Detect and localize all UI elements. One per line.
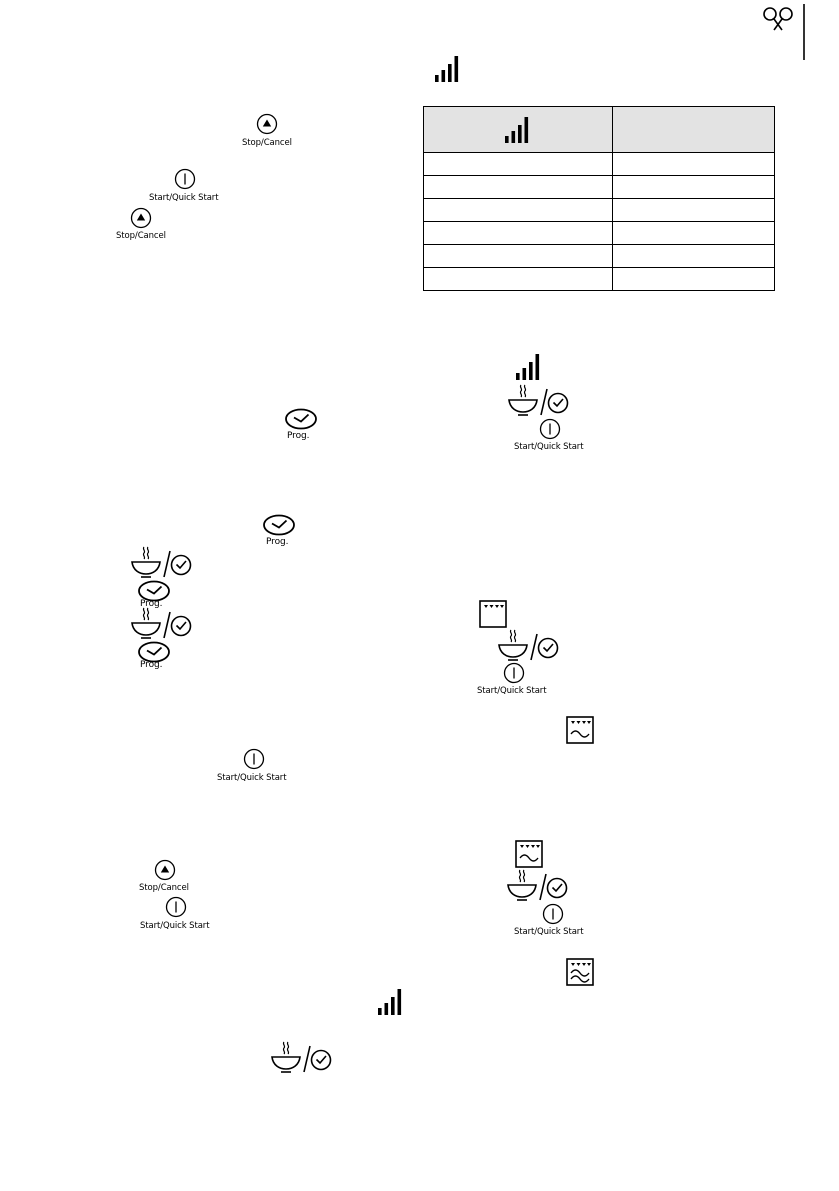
table-header-row <box>424 107 775 153</box>
table-header-power-cell <box>424 107 613 153</box>
stop-cancel-label: Stop/Cancel <box>116 231 166 241</box>
table-cell <box>424 268 613 291</box>
start-quick-start-label: Start/Quick Start <box>477 686 547 696</box>
food-bowl-slash-timer-icon[interactable] <box>507 383 569 417</box>
power-level-bars-icon <box>504 116 532 144</box>
table-cell <box>613 176 775 199</box>
power-level-table <box>423 106 775 291</box>
start-quick-start-label: Start/Quick Start <box>217 773 287 783</box>
stop-cancel-label: Stop/Cancel <box>242 138 292 148</box>
start-icon[interactable] <box>174 168 196 190</box>
table-cell <box>424 176 613 199</box>
table-row <box>424 268 775 291</box>
start-icon[interactable] <box>243 748 265 770</box>
food-bowl-slash-timer-icon[interactable] <box>270 1040 332 1074</box>
table-row <box>424 245 775 268</box>
grill-microwave-combi-icon[interactable] <box>566 716 594 744</box>
grill-microwave-combi-icon[interactable] <box>515 840 543 868</box>
prog-label: Prog. <box>140 599 163 609</box>
table-header-cell <box>613 107 775 153</box>
table-cell <box>613 245 775 268</box>
table-cell <box>424 199 613 222</box>
power-level-bars-icon[interactable] <box>515 353 543 381</box>
table-row <box>424 153 775 176</box>
table-cell <box>424 245 613 268</box>
start-icon[interactable] <box>503 662 525 684</box>
start-quick-start-label: Start/Quick Start <box>514 927 584 937</box>
table-cell <box>613 153 775 176</box>
prog-clock-icon[interactable] <box>262 514 296 536</box>
start-icon[interactable] <box>165 896 187 918</box>
start-icon[interactable] <box>542 903 564 925</box>
prog-label: Prog. <box>287 431 310 441</box>
start-quick-start-label: Start/Quick Start <box>140 921 210 931</box>
table-cell <box>424 153 613 176</box>
table-cell <box>613 199 775 222</box>
food-bowl-slash-timer-icon[interactable] <box>130 606 192 640</box>
stop-cancel-label: Stop/Cancel <box>139 883 189 893</box>
power-level-bars-icon[interactable] <box>377 988 405 1016</box>
prog-label: Prog. <box>266 537 289 547</box>
food-bowl-slash-timer-icon[interactable] <box>506 868 568 902</box>
prog-label: Prog. <box>140 660 163 670</box>
stop-cancel-icon[interactable] <box>130 207 152 229</box>
microwave-combi-icon[interactable] <box>566 958 594 986</box>
prog-clock-icon[interactable] <box>284 408 318 430</box>
start-icon[interactable] <box>539 418 561 440</box>
table-cell <box>424 222 613 245</box>
grill-oven-icon[interactable] <box>479 600 507 628</box>
start-quick-start-label: Start/Quick Start <box>514 442 584 452</box>
food-bowl-slash-timer-icon[interactable] <box>497 628 559 662</box>
food-bowl-slash-timer-icon[interactable] <box>130 545 192 579</box>
table-cell <box>613 222 775 245</box>
power-level-bars-icon[interactable] <box>434 55 462 83</box>
table-row <box>424 176 775 199</box>
stop-cancel-icon[interactable] <box>154 859 176 881</box>
table-cell <box>613 268 775 291</box>
table-row <box>424 199 775 222</box>
start-quick-start-label: Start/Quick Start <box>149 193 219 203</box>
stop-cancel-icon[interactable] <box>256 113 278 135</box>
table-row <box>424 222 775 245</box>
